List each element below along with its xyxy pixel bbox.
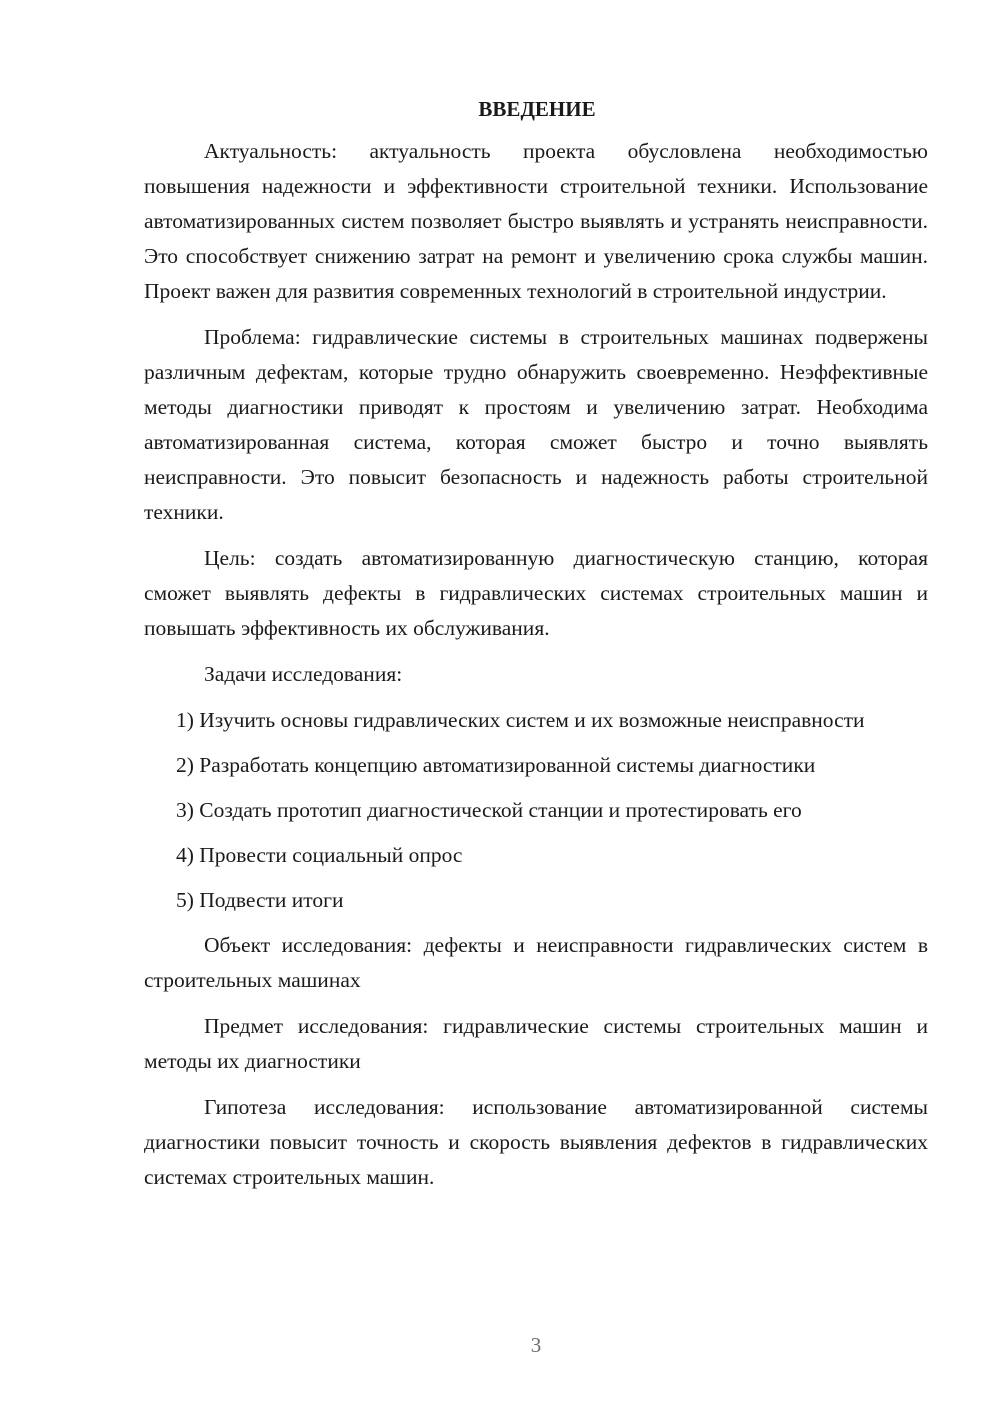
- page-number: 3: [530, 1333, 542, 1357]
- list-item: 1) Изучить основы гидравлических систем и их возможные неисправности: [176, 708, 865, 732]
- list-item: 5) Подвести итоги: [176, 888, 344, 912]
- document-page: [144, 92, 928, 1206]
- page-title: ВВЕДЕНИЕ: [478, 97, 596, 121]
- tasks-list: [144, 703, 928, 918]
- list-item: 2) Разработать концепцию автоматизированной системы диагностики: [176, 753, 816, 777]
- paragraph-object: Объект исследования: дефекты и неисправности гидравлических систем в строительных машинах: [144, 933, 928, 992]
- paragraph-relevance: Актуальность: актуальность проекта обусловлена необходимостью повышения надежности и эффективности строительной техники. Использование автоматизированных систем позволяет быстро выявлять и устранять неисправности. Это способствует снижению затрат на ремонт и увеличению срока службы машин. Проект важен для развития современных технологий в строительной индустрии.: [144, 139, 928, 303]
- list-item: 4) Провести социальный опрос: [176, 843, 463, 867]
- paragraph-problem: Проблема: гидравлические системы в строительных машинах подвержены различным дефектам, которые трудно обнаружить своевременно. Неэффективные методы диагностики приводят к простоям и увеличению затрат. Необходима автоматизированная система, которая сможет быстро и точно выявлять неисправности. Это повысит безопасность и надежность работы строительной техники.: [144, 325, 928, 524]
- paragraph-hypothesis: Гипотеза исследования: использование автоматизированной системы диагностики повысит точность и скорость выявления дефектов в гидравлических системах строительных машин.: [144, 1095, 928, 1189]
- paragraph-goal: Цель: создать автоматизированную диагностическую станцию, которая сможет выявлять дефекты в гидравлических системах строительных машин и повышать эффективность их обслуживания.: [144, 546, 928, 640]
- tasks-label: Задачи исследования:: [204, 662, 403, 686]
- list-item: 3) Создать прототип диагностической станции и протестировать его: [176, 798, 802, 822]
- paragraph-subject: Предмет исследования: гидравлические системы строительных машин и методы их диагностики: [144, 1014, 928, 1073]
